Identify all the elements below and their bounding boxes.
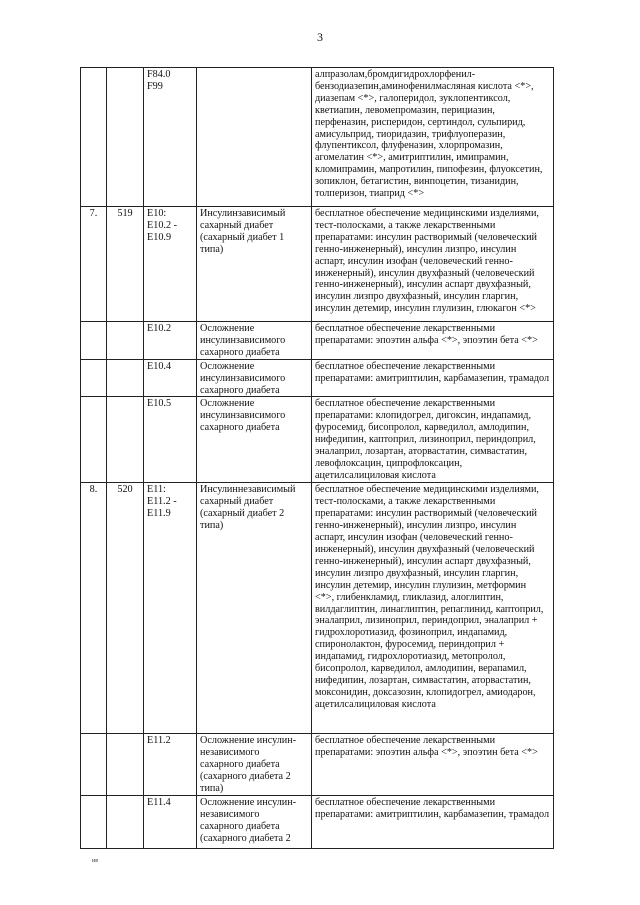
provision-text: бесплатное обеспечение медицинскими изделиями, тест-полосками, а также лекарственными препаратами: инсулин растворимый (человеческий генно-инженерный), инсулин лизпро, инсулин аспарт, инсулин изофан (человеческий генно- инженерный), инсулин двухфазный (человеческий генно-инженерный), инсулин аспарт двухфазный, инсулин лизпро двухфазный, инсулин гларгин, инсулин детемир, инсулин глулизин, метформин <*>, глибенкламид, гликлазид, алоглиптин, вилдаглиптин, линаглиптин, репаглинид, каптоприл, эналаприл, лизиноприл, периндоприл, эналаприл + гидрохлоротиазид, фозиноприл, индапамид, спиронолактон, фуросемид, периндоприл + индапамид, гидрохлоротиазид, метопролол, бисопролол, карведилол, амлодипин, верапамил, нифедипин, лозартан, симвастатин, аторвастатин, моксонидин, доксазозин, клопидогрел, амиодарон, ацетилсалициловая кислота xyxy=(315,484,544,710)
table-row xyxy=(81,207,554,322)
row-number-cell xyxy=(81,796,107,849)
model-code-cell xyxy=(107,397,144,483)
row-number-cell xyxy=(81,397,107,483)
provision-text: бесплатное обеспечение лекарственными препаратами: клопидогрел, дигоксин, индапамид, фуросемид, бисопролол, карведилол, амлодипин, нифедипин, каптоприл, лизиноприл, периндоприл, эналаприл, лозартан, аторвастатин, симвастатин, левофлоксацин, ципрофлоксацин, ацетилсалициловая кислота xyxy=(315,398,536,481)
model-code-cell xyxy=(107,734,144,796)
icd-code-cell xyxy=(144,483,197,734)
diagnosis-name-text: Осложнение инсулинзависимого сахарного диабета xyxy=(200,398,286,434)
icd-code-text: E10.4 xyxy=(147,360,172,372)
model-code-cell xyxy=(107,359,144,397)
row-number-text: 8. xyxy=(89,484,98,496)
diagnosis-name-text: Осложнение инсулинзависимого сахарного диабета xyxy=(200,360,286,396)
provision-text: бесплатное обеспечение лекарственными препаратами: амитриптилин, карбамазепин, трамадол xyxy=(315,797,550,821)
diagnosis-name-cell xyxy=(197,796,312,849)
table-row xyxy=(81,796,554,849)
provision-cell xyxy=(312,796,554,849)
icd-code-cell xyxy=(144,734,197,796)
table-row xyxy=(81,483,554,734)
table-row xyxy=(81,397,554,483)
model-code-cell xyxy=(107,322,144,360)
model-code-cell xyxy=(107,483,144,734)
icd-code-text: E10: E10.2 - E10.9 xyxy=(147,208,177,243)
provision-cell xyxy=(312,734,554,796)
provision-cell xyxy=(312,207,554,322)
diagnosis-name-cell xyxy=(197,359,312,397)
row-number-cell xyxy=(81,68,107,207)
icd-code-cell xyxy=(144,322,197,360)
diagnosis-name-cell xyxy=(197,68,312,207)
diagnosis-name-cell xyxy=(197,397,312,483)
provision-cell xyxy=(312,397,554,483)
row-number-text: 7. xyxy=(89,208,98,219)
model-code-cell xyxy=(107,68,144,207)
footer-mark: ив xyxy=(92,858,99,864)
diagnosis-name-text: Инсулиннезависимый сахарный диабет (сахарный диабет 2 типа) xyxy=(200,484,296,532)
icd-code-cell xyxy=(144,207,197,322)
icd-code-cell xyxy=(144,68,197,207)
table-row xyxy=(81,68,554,207)
icd-code-text: F84.0 F99 xyxy=(147,69,171,92)
icd-code-text: E10.2 xyxy=(147,323,172,334)
row-number-cell xyxy=(81,322,107,360)
provision-text: бесплатное обеспечение лекарственными препаратами: эпоэтин альфа <*>, эпоэтин бета <*> xyxy=(315,323,538,346)
model-code-text: 519 xyxy=(117,208,133,219)
icd-code-text: E10.5 xyxy=(147,398,172,410)
model-code-cell xyxy=(107,207,144,322)
diagnosis-name-cell xyxy=(197,207,312,322)
diagnosis-name-text: Осложнение инсулинзависимого сахарного диабета xyxy=(200,323,286,358)
icd-code-text: E11.4 xyxy=(147,797,171,809)
model-code-text: 520 xyxy=(117,484,133,496)
provision-cell xyxy=(312,483,554,734)
row-number-cell xyxy=(81,734,107,796)
diagnosis-name-text: Осложнение инсулин- независимого сахарного диабета (сахарного диабета 2 типа) xyxy=(200,735,297,795)
table-row xyxy=(81,322,554,360)
diagnosis-name-cell xyxy=(197,734,312,796)
diagnosis-name-cell xyxy=(197,483,312,734)
model-code-cell xyxy=(107,796,144,849)
diagnosis-name-text: Инсулинзависимый сахарный диабет (сахарный диабет 1 типа) xyxy=(200,208,286,255)
provision-cell xyxy=(312,68,554,207)
icd-code-cell xyxy=(144,397,197,483)
provision-text: алпразолам,бромдигидрохлорфенил- бензодиазепин,аминофенилмасляная кислота <*>, диазепам <*>, галоперидол, зуклопентиксол, кветиапин, левомепромазин, перициазин, перфеназин, рисперидон, сертиндол, сульпирид, амисульприд, тиоридазин, трифлуоперазин, флупентиксол, флуфеназин, хлорпромазин, агомелатин <*>, амитриптилин, имипрамин, кломипрамин, мапротилин, пипофезин, флуоксетин, зопиклон, бетагистин, винпоцетин, тизанидин, толперизон, тиаприд <*> xyxy=(315,69,543,200)
provision-text: бесплатное обеспечение медицинскими изделиями, тест-полосками, а также лекарственными препаратами: инсулин растворимый (человеческий генно-инженерный), инсулин лизпро, инсулин аспарт, инсулин изофан (человеческий генно- инженерный), инсулин двухфазный (человеческий генно-инженерный), инсулин аспарт двухфазный, инсулин лизпро двухфазный, инсулин гларгин, инсулин детемир, инсулин глулизин, глюкагон <*> xyxy=(315,208,539,315)
diagnosis-name-cell xyxy=(197,322,312,360)
diagnosis-name-text: Осложнение инсулин- независимого сахарного диабета (сахарного диабета 2 xyxy=(200,797,297,845)
benefits-table xyxy=(80,67,554,849)
page-number: 3 xyxy=(317,30,323,44)
row-number-cell xyxy=(81,359,107,397)
table-body xyxy=(81,68,554,849)
icd-code-text: E11: E11.2 - E11.9 xyxy=(147,484,177,520)
provision-text: бесплатное обеспечение лекарственными препаратами: эпоэтин альфа <*>, эпоэтин бета <*> xyxy=(315,735,538,759)
provision-text: бесплатное обеспечение лекарственными препаратами: амитриптилин, карбамазепин, трамадол xyxy=(315,360,550,384)
row-number-cell xyxy=(81,483,107,734)
table-row xyxy=(81,734,554,796)
provision-cell xyxy=(312,322,554,360)
table-row xyxy=(81,359,554,397)
icd-code-text: E11.2 xyxy=(147,735,171,747)
icd-code-cell xyxy=(144,796,197,849)
provision-cell xyxy=(312,359,554,397)
row-number-cell xyxy=(81,207,107,322)
icd-code-cell xyxy=(144,359,197,397)
